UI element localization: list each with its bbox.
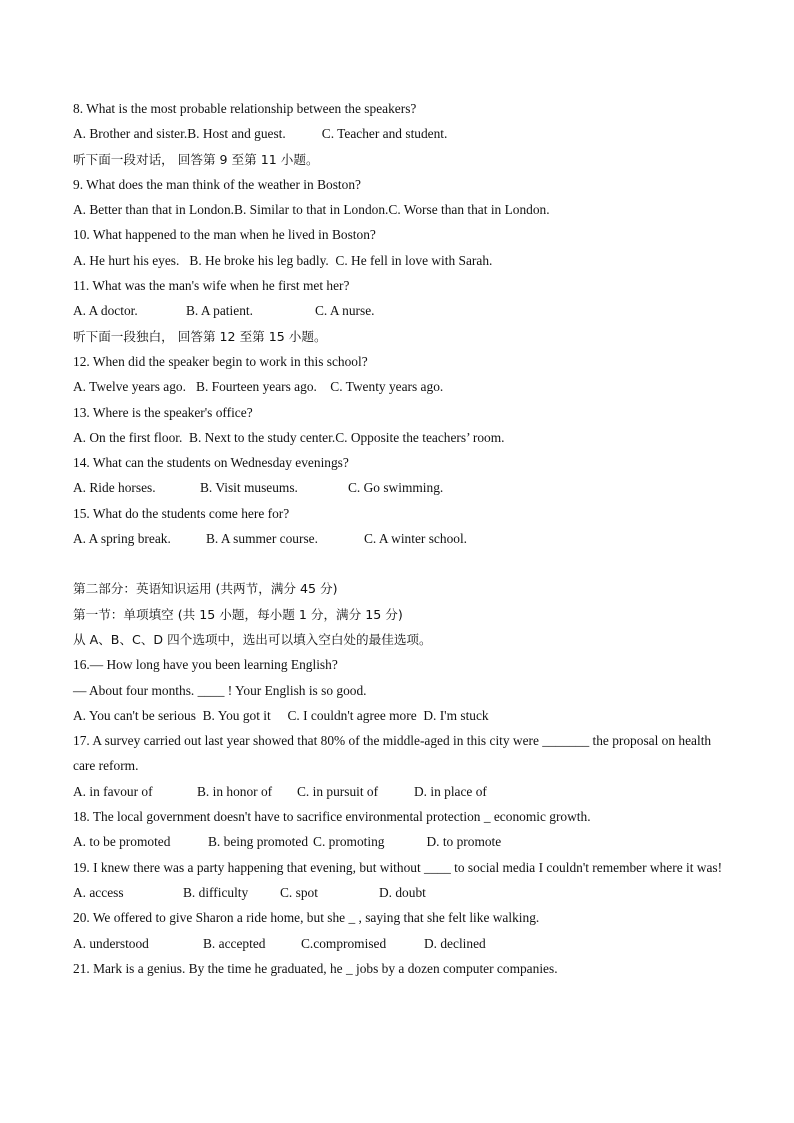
- answer-options: [73, 526, 733, 551]
- exam-page: [73, 96, 733, 981]
- answer-option: C. Teacher and student.: [321, 126, 448, 142]
- question-line: A. Better than that in London.B. Similar to that in London.C. Worse than that in London.: [73, 202, 550, 218]
- question-line: 19. I knew there was a party happening that evening, but without ____ to social media I couldn't remember where it was!: [73, 859, 723, 875]
- answer-option: B. accepted: [203, 935, 266, 951]
- question-line: 8. What is the most probable relationship between the speakers?: [73, 101, 417, 116]
- answer-options: [73, 829, 733, 854]
- answer-option: B. being promoted: [208, 834, 309, 850]
- question-line: 20. We offered to give Sharon a ride home, but she _ , saying that she felt like walking.: [73, 910, 540, 926]
- answer-option: B. Visit museums.: [200, 480, 298, 496]
- question-line: 21. Mark is a genius. By the time he graduated, he _ jobs by a dozen computer companies.: [73, 960, 558, 976]
- answer-option: C. in pursuit of: [297, 783, 379, 799]
- question-line: 17. A survey carried out last year showed that 80% of the middle-aged in this city were _______ the proposal on health care reform.: [73, 733, 712, 774]
- question-line: 15. What do the students come here for?: [73, 505, 290, 521]
- question-line: A. Twelve years ago. B. Fourteen years ago. C. Twenty years ago.: [73, 379, 444, 395]
- section-instruction: 第一节：单项填空 (共 15 小题，每小题 1 分，满分 15 分): [73, 606, 403, 622]
- question-line: 16.— How long have you been learning English?: [73, 657, 338, 673]
- question-line: — About four months. ____ ! Your English is so good.: [73, 682, 367, 698]
- answer-option: C. promoting: [313, 834, 385, 850]
- answer-option: C.compromised: [301, 935, 387, 951]
- answer-options: [73, 121, 733, 146]
- answer-option: A. understood: [73, 935, 149, 951]
- answer-options: [73, 779, 733, 804]
- answer-options: [73, 880, 733, 905]
- answer-options: [73, 931, 733, 956]
- answer-option: D. doubt: [379, 884, 426, 900]
- section-instruction: 第二部分：英语知识运用 (共两节，满分 45 分): [73, 581, 338, 597]
- answer-option: C. Go swimming.: [348, 480, 444, 496]
- answer-option: C. A winter school.: [364, 531, 468, 547]
- answer-option: B. A patient.: [186, 303, 253, 319]
- question-line: 18. The local government doesn't have to sacrifice environmental protection _ economic growth.: [73, 809, 591, 825]
- answer-option: B. in honor of: [197, 783, 273, 799]
- answer-option: A. access: [73, 884, 124, 900]
- answer-options: [73, 475, 733, 500]
- section-instruction: 听下面一段对话， 回答第 9 至第 11 小题。: [73, 151, 319, 167]
- answer-option: D. in place of: [414, 783, 487, 799]
- section-instruction: 从 A、B、C、D 四个选项中，选出可以填入空白处的最佳选项。: [73, 631, 432, 647]
- answer-option: D. declined: [424, 935, 486, 951]
- answer-option: C. A nurse.: [315, 303, 375, 319]
- answer-option: A. A doctor.: [73, 303, 138, 319]
- section-gap: [73, 551, 733, 576]
- question-line: 9. What does the man think of the weather in Boston?: [73, 176, 361, 192]
- question-line: 10. What happened to the man when he lived in Boston?: [73, 227, 376, 243]
- question-line: A. He hurt his eyes. B. He broke his leg badly. C. He fell in love with Sarah.: [73, 252, 493, 268]
- section-instruction: 听下面一段独白， 回答第 12 至第 15 小题。: [73, 328, 327, 344]
- answer-option: A. Brother and sister.: [73, 126, 188, 142]
- answer-option: A. to be promoted: [73, 834, 171, 850]
- answer-option: B. Host and guest.: [187, 126, 286, 142]
- question-line: 14. What can the students on Wednesday evenings?: [73, 455, 349, 471]
- question-line: 12. When did the speaker begin to work in this school?: [73, 353, 368, 369]
- answer-option: A. in favour of: [73, 783, 153, 799]
- answer-option: B. A summer course.: [206, 531, 318, 547]
- question-line: A. You can't be serious B. You got it C. I couldn't agree more D. I'm stuck: [73, 707, 489, 723]
- answer-option: A. A spring break.: [73, 531, 171, 547]
- answer-options: [73, 298, 733, 323]
- answer-option: B. difficulty: [183, 884, 249, 900]
- answer-option: D. to promote: [426, 834, 502, 850]
- question-line: 13. Where is the speaker's office?: [73, 404, 253, 420]
- question-line: 11. What was the man's wife when he first met her?: [73, 278, 350, 294]
- answer-option: A. Ride horses.: [73, 480, 156, 496]
- answer-option: C. spot: [280, 884, 318, 900]
- question-line: A. On the first floor. B. Next to the study center.C. Opposite the teachers’ room.: [73, 429, 505, 445]
